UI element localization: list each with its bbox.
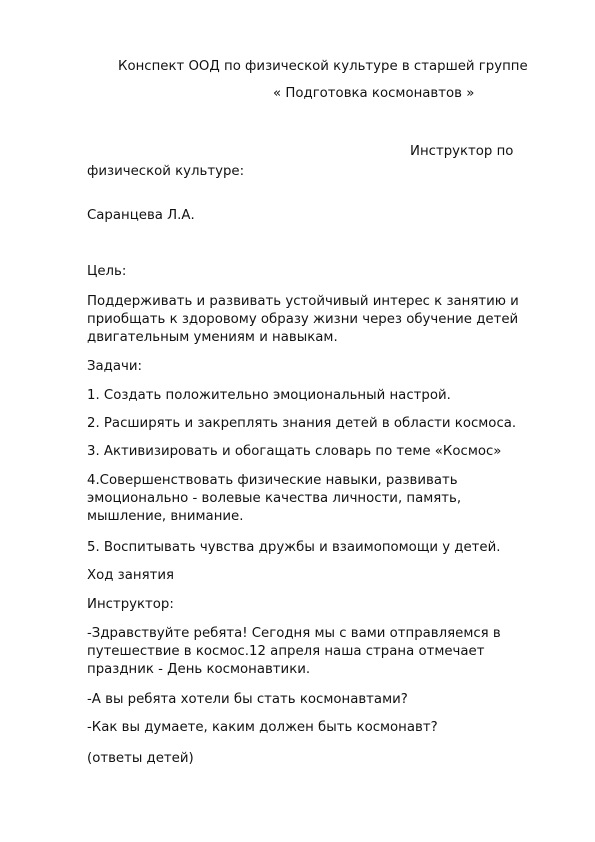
task-item-1: 1. Создать положительно эмоциональный настрой.: [87, 388, 451, 403]
goal-heading: Цель:: [87, 264, 127, 279]
instructor-label-line2: физической культуре:: [87, 164, 245, 179]
task-item-4: [87, 472, 557, 526]
instructor-heading: Инструктор:: [87, 597, 174, 612]
document-subtitle: « Подготовка космонавтов »: [273, 86, 475, 101]
tasks-heading: Задачи:: [87, 359, 142, 374]
goal-line: приобщать к здоровому образу жизни через обучение детей: [87, 312, 519, 327]
goal-paragraph: [87, 293, 557, 347]
task-item-3: 3. Активизировать и обогащать словарь по теме «Космос»: [87, 444, 502, 459]
lesson-heading: Ход занятия: [87, 568, 174, 583]
goal-line: Поддерживать и развивать устойчивый интерес к занятию и: [87, 294, 519, 309]
document-title: Конспект ООД по физической культуре в старшей группе: [118, 59, 528, 74]
question-2: -Как вы думаете, каким должен быть космонавт?: [87, 720, 438, 735]
question-1: -А вы ребята хотели бы стать космонавтами?: [87, 692, 408, 707]
children-answers: (ответы детей): [87, 751, 194, 766]
greeting-paragraph: [87, 625, 557, 679]
greeting-line: -Здравствуйте ребята! Сегодня мы с вами отправляемся в: [87, 626, 501, 641]
instructor-label-line1: Инструктор по: [410, 144, 514, 159]
goal-line: двигательным умениям и навыкам.: [87, 330, 338, 345]
task-item-5: 5. Воспитывать чувства дружбы и взаимопомощи у детей.: [87, 540, 501, 555]
task-item-4-line: эмоционально - волевые качества личности, память,: [87, 491, 462, 506]
task-item-4-line: мышление, внимание.: [87, 509, 244, 524]
author-name: Саранцева Л.А.: [87, 208, 195, 223]
task-item-4-line: 4.Совершенствовать физические навыки, развивать: [87, 473, 458, 488]
greeting-line: путешествие в космос.12 апреля наша страна отмечает: [87, 644, 485, 659]
task-item-2: 2. Расширять и закреплять знания детей в области космоса.: [87, 416, 517, 431]
greeting-line: праздник - День космонавтики.: [87, 662, 311, 677]
